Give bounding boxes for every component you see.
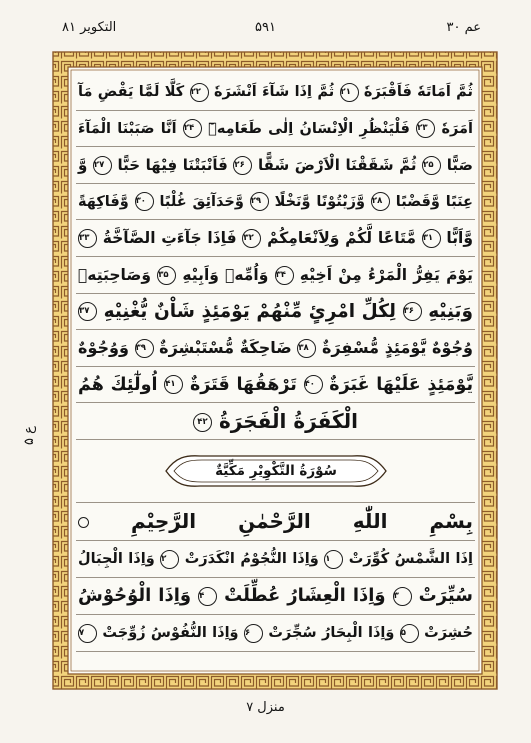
- ayah-line-a-row-2: [76, 111, 475, 148]
- ayah-text: حُشِرَتْ: [424, 625, 473, 641]
- ayah-text: وَاِذَا الْبِحَارُ سُجِّرَتْ: [268, 625, 395, 641]
- ayah-line: [76, 220, 475, 255]
- ayah-text: اَمَرَهٗ: [441, 120, 473, 137]
- bismillah-line: [76, 503, 475, 538]
- ayah-line-a-row-8: [76, 330, 475, 367]
- ayah-line: [76, 257, 475, 292]
- verse-number-marker: ۳۸: [297, 339, 316, 358]
- ayah-line: [76, 111, 475, 146]
- ayah-line: [76, 147, 475, 182]
- verse-number-marker: ۴۲: [193, 413, 212, 432]
- ayah-line: [76, 184, 475, 219]
- verse-number-marker: ۲۴: [183, 119, 202, 138]
- ayah-text: ثُمَّ شَقَقْنَا الْاَرْضَ شَقًّا: [258, 156, 417, 175]
- verse-number-marker: ۳۱: [422, 229, 441, 248]
- ayah-line-a-row-3: [76, 147, 475, 184]
- surah-title-cartouche: [162, 451, 390, 491]
- ayah-line: [76, 294, 475, 329]
- bismillah-text: بِسْمِ اللّٰهِ الرَّحْمٰنِ الرَّحِيْمِ: [131, 509, 473, 533]
- ayah-text: فَاِذَا جَآءَتِ الصَّآخَّةُ: [102, 229, 237, 248]
- verse-number-marker: ۳: [393, 587, 412, 606]
- verse-number-marker: ۱: [324, 550, 343, 569]
- ayah-line-b-row-1: [76, 541, 475, 578]
- ayah-text: وَصَاحِبَتِهٖ: [78, 265, 151, 284]
- ayah-text: فَلْيَنْظُرِ الْاِنْسَانُ اِلٰى طَعَامِهٖٓ: [208, 120, 410, 137]
- ayah-text: وَاِذَا الْوُحُوْشُ: [78, 585, 192, 606]
- verse-number-marker: ۲۸: [371, 192, 390, 211]
- header-surah-name: التکویر ۸۱: [62, 20, 117, 35]
- verse-number-marker: ۲۲: [190, 83, 209, 102]
- ayah-text: وَاِذَا النُّجُوْمُ انْكَدَرَتْ: [184, 551, 319, 567]
- ayah-text: وَّاَبًّا: [446, 229, 474, 248]
- ayah-line-a-row-4: [76, 184, 475, 221]
- ayah-line-a-row-7: [76, 294, 475, 331]
- ayah-text: فَاَنْبَتْنَا فِيْهَا حَبًّا: [117, 156, 228, 175]
- ayah-line: [76, 403, 475, 438]
- ayah-line: [76, 541, 475, 576]
- verse-number-marker: ۲۵: [422, 156, 441, 175]
- verse-number-marker: ۳۳: [78, 229, 97, 248]
- verse-number-marker: ۲۱: [340, 83, 359, 102]
- ayah-line: [76, 367, 475, 402]
- small-circle-icon: [78, 517, 89, 528]
- ayah-text: صَبًّا: [446, 156, 473, 175]
- manzil-footer: منزل ۷: [246, 700, 285, 715]
- header-juz-name: عم ۳۰: [446, 20, 481, 35]
- ayah-line: [76, 74, 475, 109]
- ayah-text: اِذَا الشَّمْسُ كُوِّرَتْ: [348, 551, 473, 567]
- ayah-text: وَاِذَا الْعِشَارُ عُطِّلَتْ: [224, 585, 386, 606]
- ayah-text: تَرْهَقُهَا قَتَرَةٌ: [189, 374, 297, 395]
- verse-number-marker: ۳۴: [275, 266, 294, 285]
- ayah-text: مَّتَاعًا لَّكُمْ وَلِاَنْعَامِكُمْ: [267, 229, 416, 248]
- ayah-line-b-row-3: [76, 615, 475, 652]
- ayah-text: وَّحَدَآئِقَ غُلْبًا: [159, 193, 244, 210]
- bismillah-row: [76, 503, 475, 541]
- ayah-text: لِكُلِّ امْرِئٍ مِّنْهُمْ يَوْمَئِذٍ شَاْنٌ يُّغْنِيْهِ: [103, 300, 396, 322]
- verse-number-marker: ۲۳: [416, 119, 435, 138]
- ayah-line: [76, 615, 475, 650]
- ayah-block-takwir: [76, 541, 475, 652]
- ruku-margin-mark: ع ۵: [21, 426, 37, 445]
- ayah-text: ثُمَّ اِذَا شَآءَ اَنْشَرَهٗ: [213, 84, 335, 100]
- verse-number-marker: ۳۷: [78, 302, 97, 321]
- ayah-line: [76, 330, 475, 365]
- verse-number-marker: ۲۷: [93, 156, 112, 175]
- ayah-text: ضَاحِكَةٌ مُّسْتَبْشِرَةٌ: [159, 338, 292, 358]
- ayah-text: اُولٰٓئِكَ هُمُ: [78, 374, 158, 395]
- verse-number-marker: ۴: [198, 587, 217, 606]
- verse-number-marker: ۵: [400, 624, 419, 643]
- ayah-line-b-row-2: [76, 578, 475, 615]
- ayah-line: [76, 578, 475, 613]
- ayah-text: يَّوْمَئِذٍ عَلَيْهَا غَبَرَةٌ: [329, 374, 474, 395]
- ayah-block-abasa: [76, 74, 475, 440]
- verse-number-marker: ۳۵: [157, 266, 176, 285]
- verse-number-marker: ۷: [78, 624, 97, 643]
- ayah-text: كَلَّا لَمَّا يَقْضِ مَآ: [78, 84, 185, 100]
- verse-number-marker: ۲: [160, 550, 179, 569]
- ayah-text: يَوْمَ يَفِرُّ الْمَرْءُ مِنْ اَخِيْهِ: [299, 265, 473, 284]
- ayah-text: وُجُوْهٌ يَّوْمَئِذٍ مُّسْفِرَةٌ: [321, 338, 473, 358]
- ayah-text: اَنَّا صَبَبْنَا الْمَآءَ: [78, 120, 177, 137]
- ayah-text: الْكَفَرَةُ الْفَجَرَةُ: [218, 409, 358, 434]
- ayah-text: وَوُجُوْهٌ: [78, 338, 129, 358]
- ayah-text: وَاِذَا الْجِبَالُ: [78, 551, 155, 567]
- ayah-text: وَّ: [78, 156, 88, 175]
- ayah-line-a-row-9: [76, 367, 475, 404]
- verse-number-marker: ۴۰: [304, 375, 323, 394]
- ayah-text: وَّزَيْتُوْنًا وَّنَخْلًا: [274, 193, 366, 210]
- ayah-text: وَّفَاكِهَةً: [78, 193, 129, 210]
- ayah-line-a-row-1: [76, 74, 475, 111]
- verse-number-marker: ۳۶: [403, 302, 422, 321]
- surah-title: سُوْرَةُ التَّكْوِيْرِ مَكِّيَّةٌ: [215, 463, 337, 479]
- ayah-text: ثُمَّ اَمَاتَهٗ فَاَقْبَرَهٗ: [363, 84, 473, 100]
- surah-header: [76, 440, 475, 503]
- verse-number-marker: ۲۶: [233, 156, 252, 175]
- verse-number-marker: ۳۰: [135, 192, 154, 211]
- ayah-text: عِنَبًا وَّقَضْبًا: [395, 193, 473, 210]
- ayah-line-a-row-10: [76, 403, 475, 440]
- ayah-line-a-row-5: [76, 220, 475, 257]
- verse-number-marker: ۳۹: [135, 339, 154, 358]
- verse-number-marker: ۳۲: [242, 229, 261, 248]
- verse-number-marker: ۲۹: [250, 192, 269, 211]
- ayah-line-a-row-6: [76, 257, 475, 294]
- ayah-text: وَبَنِيْهِ: [428, 300, 473, 322]
- header-page-number: ۵۹۱: [255, 20, 276, 35]
- verse-number-marker: ۴۱: [164, 375, 183, 394]
- ayah-text: سُيِّرَتْ: [418, 585, 473, 606]
- ayah-text: وَاِذَا النُّفُوْسُ زُوِّجَتْ: [102, 625, 239, 641]
- ayah-text: وَاُمِّهٖ وَاَبِيْهِ: [182, 265, 269, 284]
- verse-number-marker: ۶: [244, 624, 263, 643]
